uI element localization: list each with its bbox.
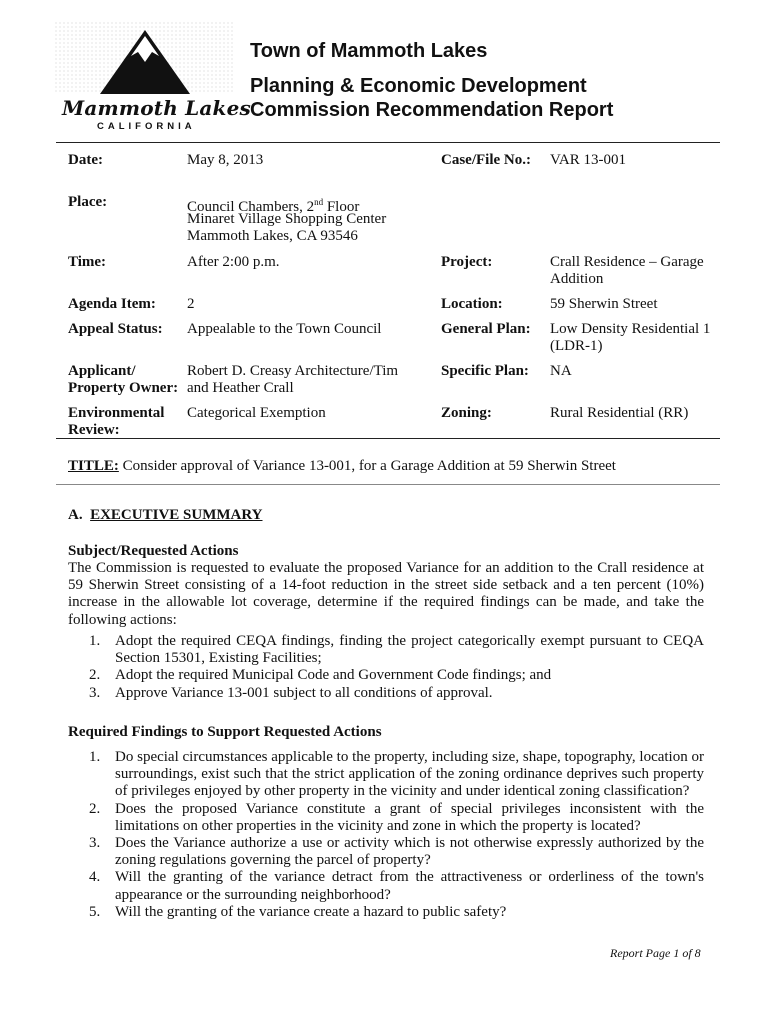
- title-label: TITLE:: [68, 458, 119, 474]
- appeal-label: Appeal Status:: [68, 321, 163, 337]
- list-item: 1. Do special circumstances applicable to the property, including size, shape, topography, location or surroundings, exist such that the strict application of the zoning ordinance deprives such property of privileges enjoyed by other property in the vicinity and under identical zoning classification?: [89, 749, 704, 800]
- list-item: 2. Does the proposed Variance constitute a grant of special privileges inconsistent with the limitations on other properties in the vicinity and zone in which the property is located?: [89, 800, 704, 834]
- zoning-label: Zoning:: [441, 405, 492, 421]
- time-label: Time:: [68, 254, 107, 270]
- findings-heading: Required Findings to Support Requested Actions: [68, 724, 382, 740]
- place-line-3: Mammoth Lakes, CA 93546: [187, 228, 358, 244]
- general-plan-line-1: Low Density Residential 1: [550, 321, 711, 337]
- applicant-label-2: Property Owner:: [68, 380, 179, 396]
- applicant-line-2: and Heather Crall: [187, 380, 294, 396]
- findings-list: [68, 749, 704, 921]
- list-item: 1. Adopt the required CEQA findings, finding the project categorically exempt pursuant to CEQA Section 15301, Existing Facilities;: [89, 633, 704, 667]
- info-divider: [56, 438, 720, 439]
- header-report-type: Commission Recommendation Report: [250, 99, 614, 121]
- logo-wordmark: Mammoth Lakes: [62, 96, 251, 120]
- header-department: Planning & Economic Development: [250, 75, 587, 97]
- section-a-heading: A. EXECUTIVE SUMMARY: [68, 507, 263, 523]
- list-item: 5. Will the granting of the variance create a hazard to public safety?: [89, 903, 507, 920]
- environmental-label-1: Environmental: [68, 405, 165, 421]
- page-number: Report Page 1 of 8: [610, 946, 701, 960]
- case-label: Case/File No.:: [441, 152, 531, 168]
- project-line-1: Crall Residence – Garage: [550, 254, 704, 270]
- location-value: 59 Sherwin Street: [550, 296, 658, 312]
- zoning-value: Rural Residential (RR): [550, 405, 689, 421]
- project-line-2: Addition: [550, 271, 604, 287]
- agenda-value: 2: [187, 296, 195, 312]
- date-value: May 8, 2013: [187, 152, 264, 168]
- general-plan-line-2: (LDR-1): [550, 338, 603, 354]
- subject-heading: Subject/Requested Actions: [68, 543, 239, 559]
- case-value: VAR 13-001: [550, 152, 626, 168]
- agenda-label: Agenda Item:: [68, 296, 156, 312]
- report-title: [68, 458, 616, 475]
- project-label: Project:: [441, 254, 493, 270]
- appeal-value: Appealable to the Town Council: [187, 321, 382, 337]
- applicant-label-1: Applicant/: [68, 363, 136, 379]
- list-item: 2. Adopt the required Municipal Code and Government Code findings; and: [89, 667, 552, 684]
- header-town-name: Town of Mammoth Lakes: [250, 40, 488, 62]
- logo-state: CALIFORNIA: [97, 121, 196, 132]
- date-label: Date:: [68, 152, 103, 168]
- time-value: After 2:00 p.m.: [187, 254, 280, 270]
- general-plan-label: General Plan:: [441, 321, 531, 337]
- environmental-value: Categorical Exemption: [187, 405, 326, 421]
- list-item: 3. Does the Variance authorize a use or activity which is not otherwise expressly authorized by the zoning regulations governing the parcel of property?: [89, 835, 704, 869]
- place-label: Place:: [68, 194, 108, 210]
- place-line-1: Council Chambers, 2nd Floor: [187, 197, 360, 215]
- title-text: Consider approval of Variance 13-001, for a Garage Addition at 59 Sherwin Street: [118, 458, 616, 474]
- applicant-line-1: Robert D. Creasy Architecture/Tim: [187, 363, 399, 379]
- place-line-2: Minaret Village Shopping Center: [187, 211, 387, 227]
- list-item: 3. Approve Variance 13-001 subject to all conditions of approval.: [89, 684, 493, 701]
- specific-plan-label: Specific Plan:: [441, 363, 529, 379]
- title-divider: [56, 484, 720, 485]
- actions-list: [68, 633, 704, 702]
- location-label: Location:: [441, 296, 503, 312]
- environmental-label-2: Review:: [68, 422, 120, 438]
- header-divider: [56, 142, 720, 143]
- list-item: 4. Will the granting of the variance detract from the attractiveness or orderliness of the town's appearance or the surrounding neighborhood?: [89, 869, 704, 903]
- subject-paragraph: The Commission is requested to evaluate the proposed Variance for an addition to the Crall residence at 59 Sherwin Street consisting of a 14-foot reduction in the street side setback and a ten percent (10%) increase in the allowable lot coverage, determine if the required findings can be made, and take the following actions:: [68, 560, 704, 628]
- specific-plan-value: NA: [550, 363, 572, 379]
